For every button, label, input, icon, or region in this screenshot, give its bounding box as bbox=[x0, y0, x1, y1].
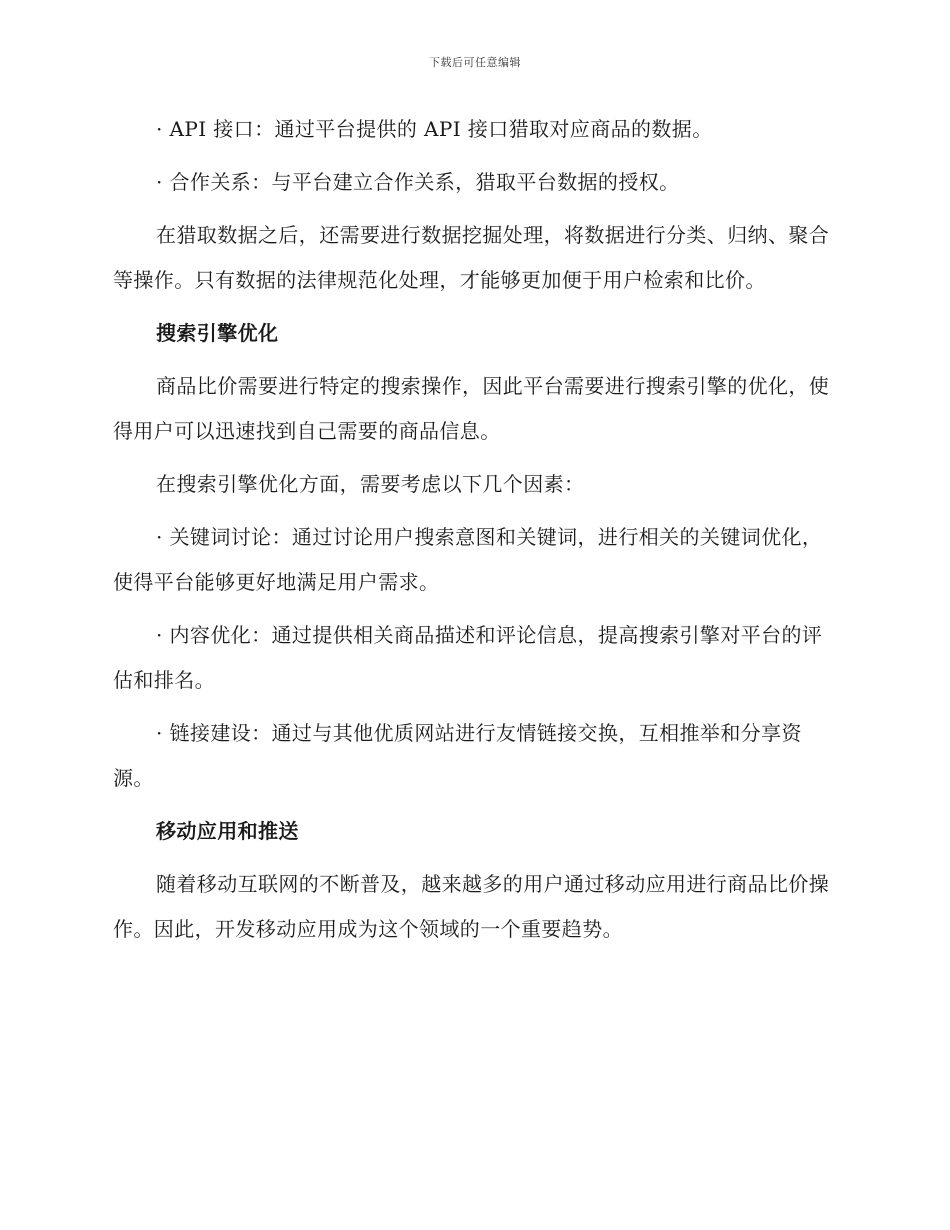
paragraph-mobile: 随着移动互联网的不断普及，越来越多的用户通过移动应用进行商品比价操作。因此，开发移动应用成为这个领域的一个重要趋势。 bbox=[113, 872, 830, 941]
document-body bbox=[113, 107, 833, 960]
bullet-keywords: · 关键词讨论：通过讨论用户搜索意图和关键词，进行相关的关键词优化，使得平台能够更好地满足用户需求。 bbox=[113, 525, 823, 594]
paragraph-seo-intro: 商品比价需要进行特定的搜索操作，因此平台需要进行搜索引擎的优化，使得用户可以迅速找到自己需要的商品信息。 bbox=[113, 374, 830, 443]
paragraph-seo-factors: 在搜索引擎优化方面，需要考虑以下几个因素： bbox=[156, 472, 585, 496]
heading-mobile: 移动应用和推送 bbox=[156, 819, 299, 843]
bullet-api: · API 接口：通过平台提供的 API 接口猎取对应商品的数据。 bbox=[156, 117, 713, 141]
bullet-links: · 链接建设：通过与其他优质网站进行友情链接交换，互相推举和分享资源。 bbox=[113, 721, 802, 790]
bullet-cooperation: · 合作关系：与平台建立合作关系，猎取平台数据的授权。 bbox=[156, 170, 680, 194]
bullet-content: · 内容优化：通过提供相关商品描述和评论信息，提高搜索引擎对平台的评估和排名。 bbox=[113, 623, 823, 692]
header-note: 下载后可任意编辑 bbox=[429, 56, 521, 69]
heading-seo: 搜索引擎优化 bbox=[156, 321, 279, 345]
paragraph-data-mining: 在猎取数据之后，还需要进行数据挖掘处理，将数据进行分类、归纳、聚合等操作。只有数据的法律规范化处理，才能够更加便于用户检索和比价。 bbox=[113, 223, 830, 292]
